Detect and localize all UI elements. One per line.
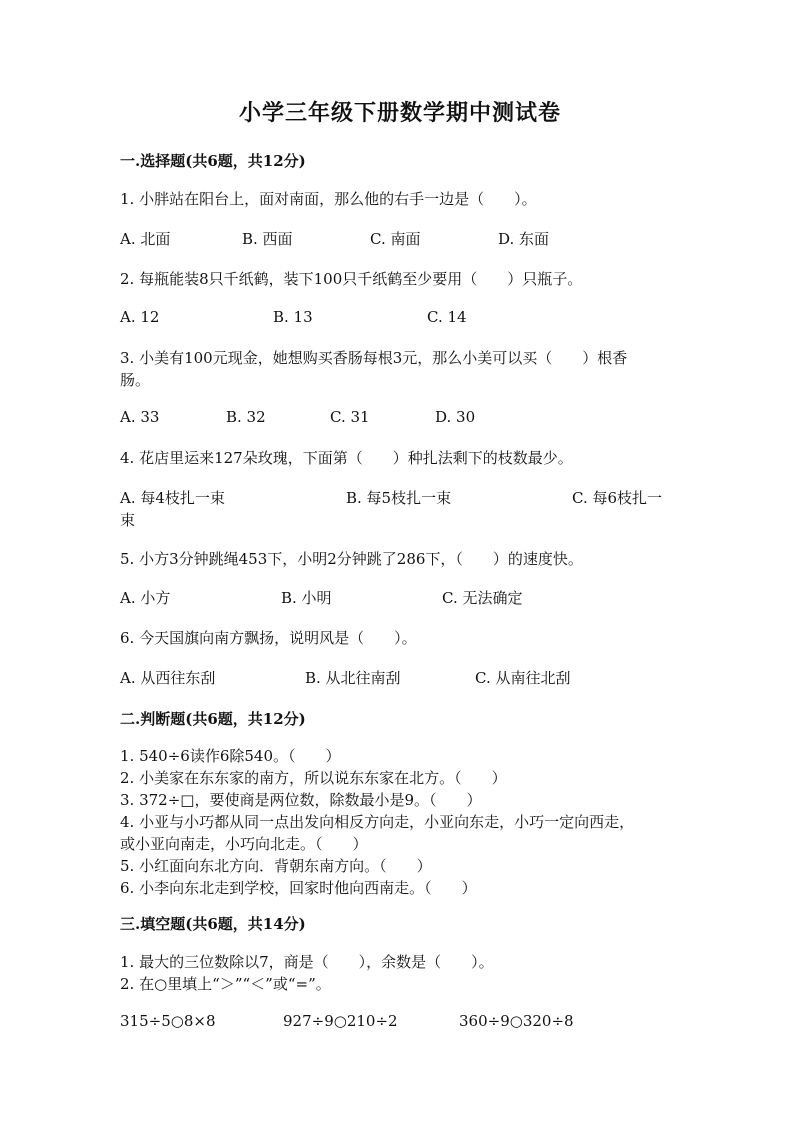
section-heading-multiple-choice: 一.选择题(共6题，共12分): [120, 152, 306, 170]
q6-option-b: B. 从北往南刮: [305, 669, 401, 687]
page-title: 小学三年级下册数学期中测试卷: [238, 100, 561, 126]
q2-option-c: C. 14: [427, 308, 467, 326]
tf-item-2: 2. 小美家在东东家的南方，所以说东东家在北方。（ ）: [120, 769, 507, 787]
q1-option-a: A. 北面: [120, 230, 171, 248]
compare-expression-3: 360÷9○320÷8: [459, 1012, 574, 1030]
q4-option-c: C. 每6枝扎一: [572, 489, 663, 507]
q1-option-b: B. 西面: [242, 230, 293, 248]
section-heading-fill-in: 三.填空题(共6题，共14分): [120, 915, 306, 933]
question-3-line-2: 肠。: [120, 371, 151, 389]
q4-option-a: A. 每4枝扎一束: [120, 489, 225, 507]
q2-option-b: B. 13: [273, 308, 313, 326]
tf-item-4-line-2: 或小亚向南走，小巧向北走。（ ）: [120, 835, 368, 853]
compare-expression-2: 927÷9○210÷2: [283, 1012, 398, 1030]
q3-option-a: A. 33: [120, 408, 160, 426]
q6-option-a: A. 从西往东刮: [120, 669, 216, 687]
q5-option-a: A. 小方: [120, 589, 171, 607]
question-1: 1. 小胖站在阳台上，面对南面，那么他的右手一边是（ ）。: [120, 190, 537, 208]
q3-option-c: C. 31: [330, 408, 370, 426]
q5-option-b: B. 小明: [281, 589, 332, 607]
q3-option-b: B. 32: [226, 408, 266, 426]
q4-option-c-wrap: 束: [120, 511, 136, 529]
tf-item-3: 3. 372÷□，要使商是两位数，除数最小是9。（ ）: [120, 791, 482, 809]
fill-item-2: 2. 在○里填上“＞”“＜”或“=”。: [120, 975, 331, 993]
q3-option-d: D. 30: [435, 408, 476, 426]
q4-option-b: B. 每5枝扎一束: [346, 489, 452, 507]
tf-item-4-line-1: 4. 小亚与小巧都从同一点出发向相反方向走，小亚向东走，小巧一定向西走，: [120, 813, 635, 831]
q5-option-c: C. 无法确定: [442, 589, 523, 607]
q6-option-c: C. 从南往北刮: [475, 669, 571, 687]
question-5: 5. 小方3分钟跳绳453下，小明2分钟跳了286下，（ ）的速度快。: [120, 550, 583, 568]
question-2: 2. 每瓶能装8只千纸鹤，装下100只千纸鹤至少要用（ ）只瓶子。: [120, 270, 583, 288]
q1-option-d: D. 东面: [498, 230, 550, 248]
fill-item-1: 1. 最大的三位数除以7，商是（ ），余数是（ ）。: [120, 953, 494, 971]
tf-item-1: 1. 540÷6读作6除540。（ ）: [120, 747, 341, 765]
question-6: 6. 今天国旗向南方飘扬，说明风是（ ）。: [120, 629, 417, 647]
question-3-line-1: 3. 小美有100元现金，她想购买香肠每根3元，那么小美可以买（ ）根香: [120, 349, 628, 367]
section-heading-true-false: 二.判断题(共6题，共12分): [120, 710, 306, 728]
compare-expression-1: 315÷5○8×8: [120, 1012, 216, 1030]
tf-item-5: 5. 小红面向东北方向．背朝东南方向。（ ）: [120, 857, 432, 875]
tf-item-6: 6. 小李向东北走到学校，回家时他向西南走。（ ）: [120, 879, 477, 897]
q1-option-c: C. 南面: [370, 230, 421, 248]
q2-option-a: A. 12: [120, 308, 160, 326]
question-4: 4. 花店里运来127朵玫瑰，下面第（ ）种扎法剩下的枝数最少。: [120, 449, 573, 467]
